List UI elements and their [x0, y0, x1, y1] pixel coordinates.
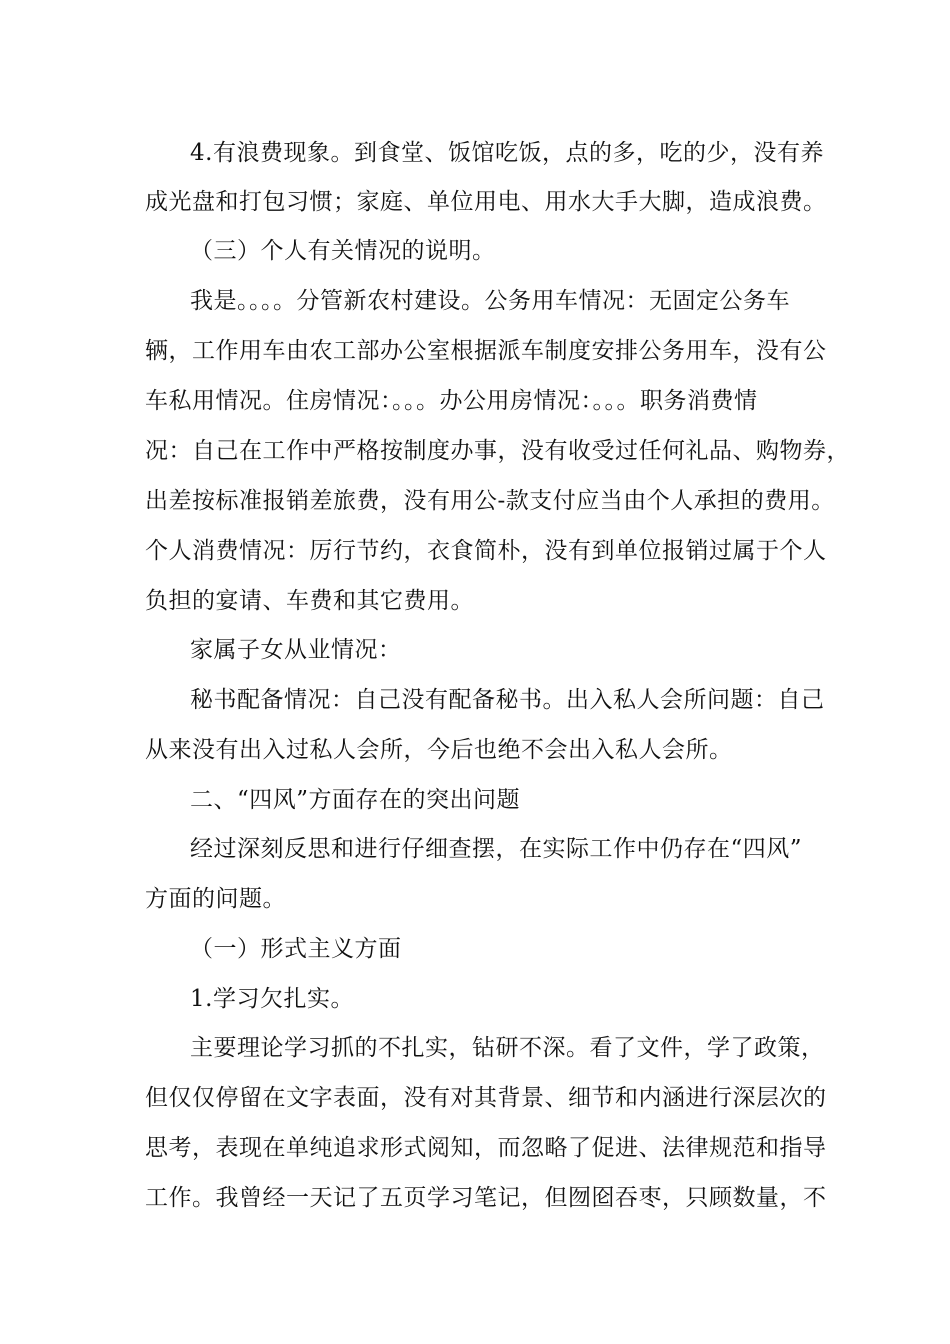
- paragraph-line: 车私用情况。住房情况：。。。办公用房情况：。。。职务消费情: [145, 388, 758, 414]
- paragraph-line: 我是。。。。分管新农村建设。公务用车情况：无固定公务车: [190, 288, 790, 314]
- paragraph-line: 但仅仅停留在文字表面，没有对其背景、细节和内涵进行深层次的: [145, 1085, 827, 1111]
- paragraph-line: 出差按标准报销差旅费，没有用公-款支付应当由个人承担的费用。: [145, 488, 835, 514]
- paragraph-line: 家属子女从业情况：: [190, 637, 402, 663]
- paragraph-line: 辆，工作用车由农工部办公室根据派车制度安排公务用车，没有公: [145, 338, 827, 364]
- paragraph-line: 工作。我曾经一天记了五页学习笔记，但囫囵吞枣，只顾数量，不: [145, 1185, 827, 1211]
- paragraph-line: 秘书配备情况：自己没有配备秘书。出入私人会所问题：自己: [190, 687, 825, 713]
- section-heading: （一）形式主义方面: [190, 936, 402, 962]
- paragraph-line: 主要理论学习抓的不扎实，钻研不深。看了文件，学了政策，: [190, 1035, 825, 1061]
- subsection-heading: 1.学习欠扎实。: [190, 986, 354, 1012]
- section-heading: （三）个人有关情况的说明。: [190, 238, 496, 264]
- paragraph-line: 况：自己在工作中严格按制度办事，没有收受过任何礼品、购物券，: [145, 438, 850, 464]
- section-heading: 二、“四风”方面存在的突出问题: [190, 787, 521, 813]
- paragraph-line: 4.有浪费现象。到食堂、饭馆吃饭，点的多，吃的少，没有养: [190, 140, 824, 166]
- paragraph-line: 从来没有出入过私人会所，今后也绝不会出入私人会所。: [145, 737, 733, 763]
- paragraph-line: 成光盘和打包习惯；家庭、单位用电、用水大手大脚，造成浪费。: [145, 189, 827, 215]
- paragraph-line: 经过深刻反思和进行仔细查摆，在实际工作中仍存在“四风”: [190, 836, 803, 862]
- paragraph-line: 负担的宴请、车费和其它费用。: [145, 588, 474, 614]
- paragraph-line: 个人消费情况：厉行节约，衣食简朴，没有到单位报销过属于个人: [145, 538, 827, 564]
- paragraph-line: 思考，表现在单纯追求形式阅知，而忽略了促进、法律规范和指导: [145, 1135, 827, 1161]
- paragraph-line: 方面的问题。: [145, 886, 286, 912]
